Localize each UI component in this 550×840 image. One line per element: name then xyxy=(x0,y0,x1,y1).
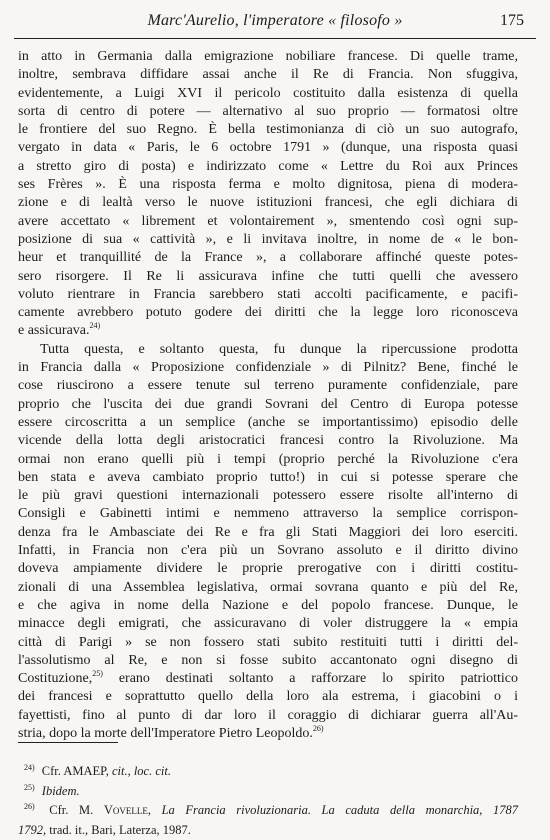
text-line: e che agiva in nome della Nazione e del popolo francese. Dunque, le xyxy=(18,597,518,615)
text-line: inoltre, sembrava diffidare assai anche il Re di Francia. Non sfuggiva, xyxy=(18,66,518,84)
text-line: Infatti, in Francia non c'era più un Sovrano assoluto e il diritto divino xyxy=(18,542,518,560)
text-line: avere accettato « librement et volontairement », smentendo così ogni sup- xyxy=(18,213,518,231)
text-line xyxy=(18,725,518,743)
footnote-mark: 26) xyxy=(24,802,35,811)
footnote-text: Ibidem. xyxy=(42,784,80,798)
text-line: fayettisti, fino al punto di dar loro il coraggio di dichiarar guerra all'Au- xyxy=(18,707,518,725)
text-line: ormai non erano quelli più i tempi (proprio perché la Rivoluzione c'era xyxy=(18,451,518,469)
text-line: le frontiere del suo Regno. È bella testimonianza di ciò un suo autografo, xyxy=(18,121,518,139)
text-line: città di Parigi » se non fossero stati subito restituiti tutti i diritti del- xyxy=(18,634,518,652)
text-line: zionali di una Assemblea legislativa, ormai sovrana quanto e più del Re, xyxy=(18,579,518,597)
text-line: Consigli e Gabinetti intimi e nemmeno attraverso la semplice corrispon- xyxy=(18,505,518,523)
text-line: zione e di lealtà verso le nuove istituzioni francesi, che egli dichiara di xyxy=(18,194,518,212)
text-span: erano destinati soltanto a rafforzare lo spirito patriottico xyxy=(119,671,518,686)
footnote-text: Cfr. M. xyxy=(49,803,93,817)
footnote-26-cont xyxy=(18,821,518,840)
footnote-ref: 25) xyxy=(92,669,103,678)
text-line: ses Frères ». È una risposta ferma e molto dignitosa, piena di modera- xyxy=(18,176,518,194)
text-line: evidentemente, a Luigi XVI il pericolo costituito dalla esistenza di quella xyxy=(18,85,518,103)
text-line: ben stata e aveva cambiato proprio tutto!) in cui si potesse sperare che xyxy=(18,469,518,487)
text-line: voluto rientrare in Francia sarebbero stati accolti pacificamente, e pacifi- xyxy=(18,286,518,304)
text-line: denza fra le Ambasciate dei Re e fra gli Stati Maggiori dei loro eserciti. xyxy=(18,524,518,542)
footnote-text: trad. it., Bari, Laterza, 1987. xyxy=(49,823,191,837)
footnote-title: 1792, xyxy=(18,823,46,837)
footnote-author: Vovelle, xyxy=(104,803,151,817)
text-line: cose riuscirono a essere tenute sul terreno puramente confidenziale, pare xyxy=(18,377,518,395)
text-line: le più gravi questioni internazionali potessero essere risolte all'interno di xyxy=(18,487,518,505)
footnote-24 xyxy=(18,762,518,782)
text-span: dei xyxy=(18,689,35,704)
text-span: Costituzione, xyxy=(18,671,92,686)
text-line: posizione di sua « cattività », e li invitava inoltre, in nome de « le bon- xyxy=(18,231,518,249)
text-line: vergato in data « Paris, le 6 octobre 1791 » (dunque, una risposta quasi xyxy=(18,139,518,157)
text-line: proprio che l'uscita dei due grandi Sovrani del Centro di Europa potesse xyxy=(18,396,518,414)
text-line: heur et tranquillité de la France », a collaborare affinché queste potes- xyxy=(18,249,518,267)
text-span: stria, dopo la morte dell'Imperatore Pietro Leopoldo. xyxy=(18,726,313,741)
text-line: minacce degli emigrati, che assicuravano di voler distruggere la « empia xyxy=(18,615,518,633)
running-head xyxy=(14,10,536,39)
footnote-text: Cfr. xyxy=(42,764,61,778)
footnote-mark: 24) xyxy=(24,763,35,772)
footnote-text: AMAEP, xyxy=(63,764,109,778)
text-line: a stretto giro di posta) e indirizzato come « Lettre du Roi aux Princes xyxy=(18,158,518,176)
footnote-text: cit., loc. cit. xyxy=(112,764,171,778)
footnote-25 xyxy=(18,782,518,802)
text-line: in Francia dalla « Proposizione confidenziale » di Pilnitz? Bene, finché le xyxy=(18,359,518,377)
text-line: l'assolutismo al Re, e non si fosse subito accantonato ogni disegno di xyxy=(18,652,518,670)
text-line xyxy=(18,322,518,340)
text-line xyxy=(18,688,518,706)
text-line: sero risorgere. Il Re li assicurava infine che tutti quelli che avessero xyxy=(18,268,518,286)
body-text xyxy=(18,48,518,743)
text-line: essere circoscritta a un semplice (anche se importantissimo) episodio delle xyxy=(18,414,518,432)
footnote-ref: 24) xyxy=(90,321,101,330)
footnote-divider xyxy=(18,742,118,743)
text-span: francesi e soprattutto quello della loro ala estrema, i giacobini o i xyxy=(48,689,518,704)
paragraph-start: Tutta questa, e soltanto questa, fu dunque la ripercussione prodotta xyxy=(18,341,518,359)
text-line: camente avrebbero potuto godere dei diritti che la legge loro riconosceva xyxy=(18,304,518,322)
text-line: doveva ampiamente dividere le proprie prerogative con i diritti costitu- xyxy=(18,560,518,578)
footnotes xyxy=(18,762,518,840)
text-line xyxy=(18,670,518,688)
footnote-ref: 26) xyxy=(313,724,324,733)
text-line: in atto in Germania dalla emigrazione nobiliare francese. Di quelle trame, xyxy=(18,48,518,66)
footnote-26 xyxy=(18,801,518,821)
running-title: Marc'Aurelio, l'imperatore « filosofo » xyxy=(14,12,536,30)
text-span: e assicurava. xyxy=(18,323,90,338)
footnote-mark: 25) xyxy=(24,783,35,792)
text-line: vicende della lotta degli aristocratici francesi contro la Rivoluzione. Ma xyxy=(18,432,518,450)
footnote-title: La Francia rivoluzionaria. La caduta della monarchia, 1787 xyxy=(162,803,518,817)
text-line: sorta di centro di potere — alternativo al suo proprio — formatosi oltre xyxy=(18,103,518,121)
page-number: 175 xyxy=(500,12,524,30)
